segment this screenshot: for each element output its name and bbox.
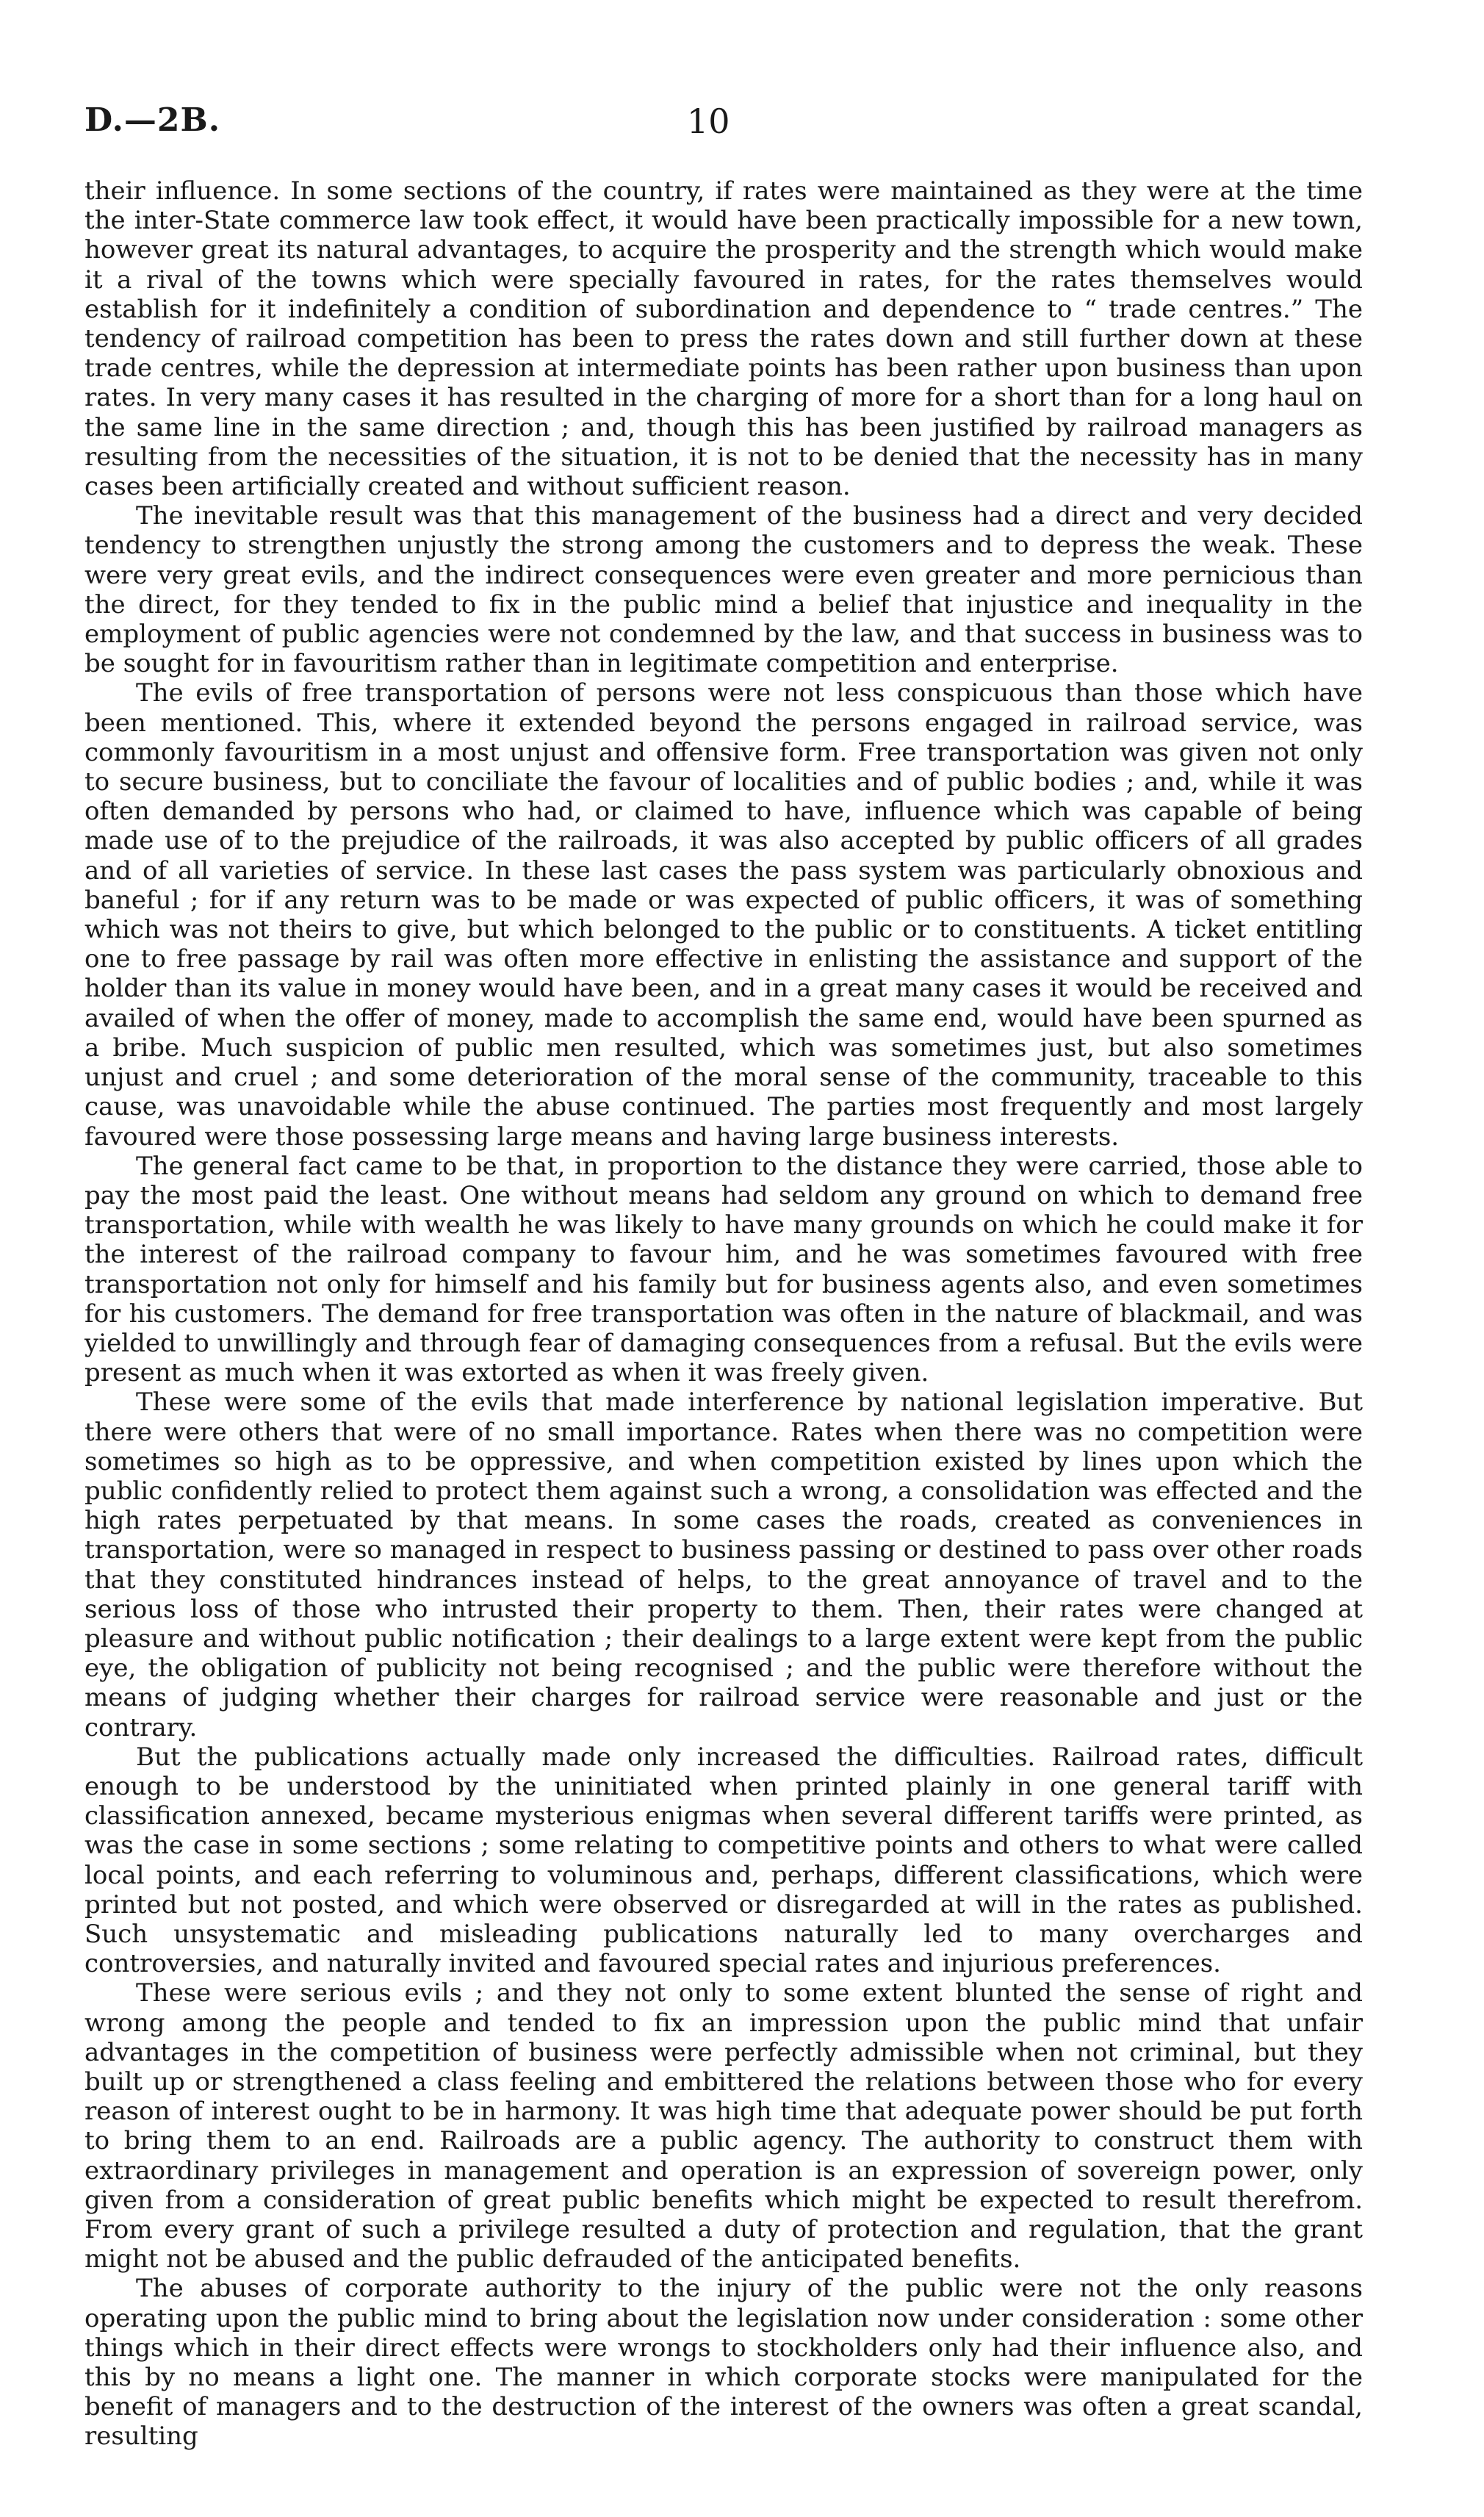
paragraph: The general fact came to be that, in proportion to the distance they were carried, those able to pay the most paid the least. One without means had seldom any ground on which to demand free transportation, while with wealth he was likely to have many grounds on which he could make it for the interest of the railroad company to favour him, and he was sometimes favoured with free transportation not only for himself and his family but for business agents also, and even sometimes for his customers. The demand for free transportation was often in the nature of blackmail, and was yielded to unwillingly and through fear of damaging consequences from a refusal. But the evils were present as much when it was extorted as when it was freely given. [84,1151,1363,1388]
paragraph: These were serious evils ; and they not only to some extent blunted the sense of right and wrong among the people and tended to fix an impression upon the public mind that unfair advantages in the competition of business were perfectly admissible when not criminal, but they built up or strengthened a class feeling and embittered the relations between those who for every reason of interest ought to be in harmony. It was high time that adequate power should be put forth to bring them to an end. Railroads are a public agency. The authority to construct them with extraordinary privileges in management and operation is an expression of sovereign power, only given from a consideration of great public benefits which might be expected to result therefrom. From every grant of such a privilege resulted a duty of protection and regulation, that the grant might not be abused and the public defrauded of the anticipated benefits. [84,1978,1363,2274]
document-reference: D.—2B. [84,101,221,139]
paragraph: But the publications actually made only increased the difficulties. Railroad rates, difficult enough to be understood by the uninitiated when printed plainly in one general tariff with classification annexed, became mysterious enigmas when several different tariffs were printed, as was the case in some sections ; some relating to competitive points and others to what were called local points, and each referring to voluminous and, perhaps, different classifications, which were printed but not posted, and which were observed or disregarded at will in the rates as published. Such unsystematic and misleading publications naturally led to many overcharges and controversies, and naturally invited and favoured special rates and injurious preferences. [84,1742,1363,1979]
page-header [84,101,1363,153]
paragraph: The inevitable result was that this management of the business had a direct and very decided tendency to strengthen unjustly the strong among the customers and to depress the weak. These were very great evils, and the indirect consequences were even greater and more pernicious than the direct, for they tended to fix in the public mind a belief that injustice and inequality in the employment of public agencies were not condemned by the law, and that success in business was to be sought for in favouritism rather than in legitimate competition and enterprise. [84,501,1363,679]
paragraph: These were some of the evils that made interference by national legislation imperative. But there were others that were of no small importance. Rates when there was no competition were sometimes so high as to be oppressive, and when competition existed by lines upon which the public confidently relied to protect them against such a wrong, a consolidation was effected and the high rates perpetuated by that means. In some cases the roads, created as conveniences in transportation, were so managed in respect to business passing or destined to pass over other roads that they constituted hindrances instead of helps, to the great annoyance of travel and to the serious loss of those who intrusted their property to them. Then, their rates were changed at pleasure and without public notification ; their dealings to a large extent were kept from the public eye, the obligation of publicity not being recognised ; and the public were therefore without the means of judging whether their charges for railroad service were reasonable and just or the contrary. [84,1387,1363,1742]
page-number: 10 [687,101,730,141]
paragraph: their influence. In some sections of the country, if rates were maintained as they were at the time the inter-State commerce law took effect, it would have been practically impossible for a new town, however great its natural advantages, to acquire the prosperity and the strength which would make it a rival of the towns which were specially favoured in rates, for the rates themselves would establish for it indefinitely a condition of subordination and dependence to “ trade centres.” The tendency of railroad competition has been to press the rates down and still further down at these trade centres, while the depression at intermediate points has been rather upon business than upon rates. In very many cases it has resulted in the charging of more for a short than for a long haul on the same line in the same direction ; and, though this has been justified by railroad managers as resulting from the necessities of the situation, it is not to be denied that the necessity has in many cases been artificially created and without sufficient reason. [84,176,1363,502]
paragraph: The abuses of corporate authority to the injury of the public were not the only reasons operating upon the public mind to bring about the legislation now under consideration : some other things which in their direct effects were wrongs to stockholders only had their influence also, and this by no means a light one. The manner in which corporate stocks were manipulated for the benefit of managers and to the destruction of the interest of the owners was often a great scandal, resulting [84,2274,1363,2452]
body-text [84,176,1363,2452]
paragraph: The evils of free transportation of persons were not less conspicuous than those which have been mentioned. This, where it extended beyond the persons engaged in railroad service, was commonly favouritism in a most unjust and offensive form. Free transportation was given not only to secure business, but to conciliate the favour of localities and of public bodies ; and, while it was often demanded by persons who had, or claimed to have, influence which was capable of being made use of to the prejudice of the railroads, it was also accepted by public officers of all grades and of all varieties of service. In these last cases the pass system was particularly obnoxious and baneful ; for if any return was to be made or was expected of public officers, it was of something which was not theirs to give, but which belonged to the public or to constituents. A ticket entitling one to free passage by rail was often more effective in enlisting the assistance and support of the holder than its value in money would have been, and in a great many cases it would be received and availed of when the offer of money, made to accomplish the same end, would have been spurned as a bribe. Much suspicion of public men resulted, which was sometimes just, but also sometimes unjust and cruel ; and some deterioration of the moral sense of the community, traceable to this cause, was unavoidable while the abuse continued. The parties most frequently and most largely favoured were those possessing large means and having large business interests. [84,678,1363,1152]
